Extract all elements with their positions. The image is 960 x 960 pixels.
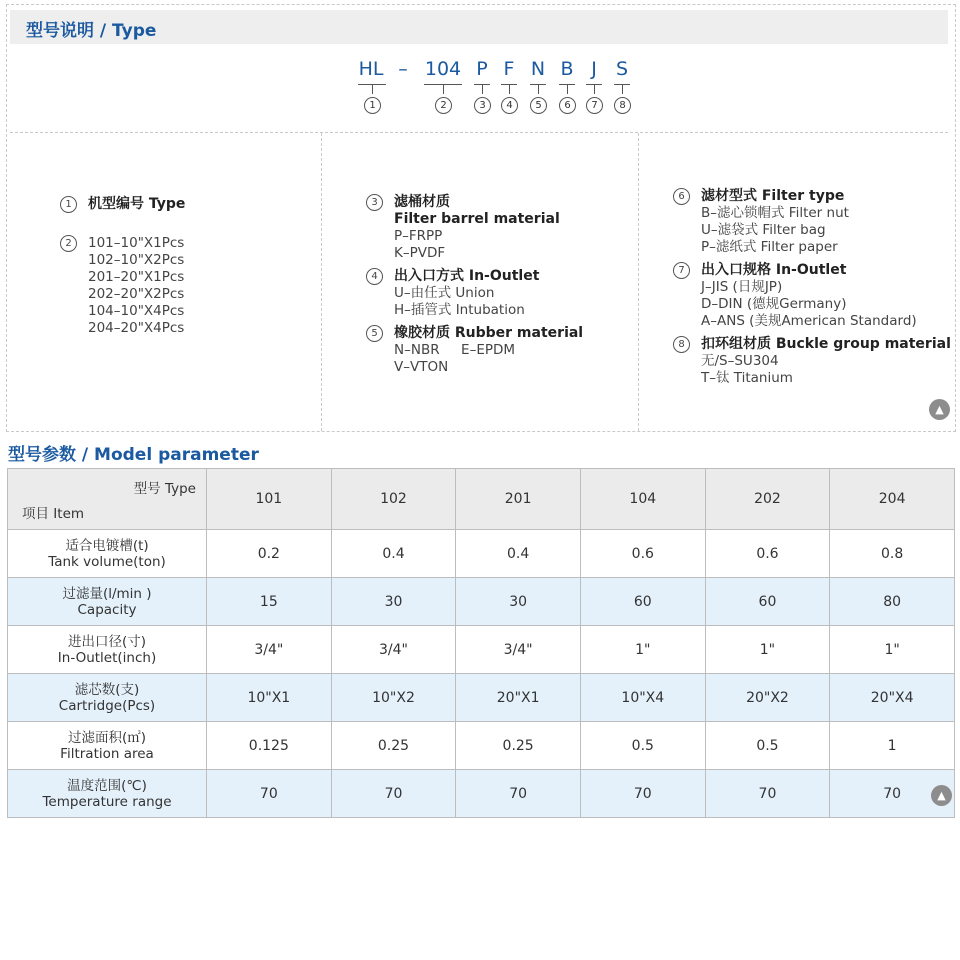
- type-header-bar: [10, 10, 948, 44]
- row-label: [8, 578, 207, 626]
- legend-line: 104–10"X4Pcs: [88, 303, 185, 319]
- table-cell: 20"X1: [456, 674, 581, 722]
- code-index-4: 4: [501, 97, 518, 114]
- table-cell: 1": [705, 626, 830, 674]
- legend-item-rubber: [366, 325, 631, 376]
- legend-index: 2: [60, 235, 77, 252]
- legend-line: 201–20"X1Pcs: [88, 269, 185, 285]
- table-cell: 1": [830, 626, 955, 674]
- table-header-row: [8, 469, 955, 530]
- table-cell: 70: [580, 770, 705, 818]
- code-spec: J: [591, 58, 597, 80]
- column-header: 104: [580, 469, 705, 530]
- row-label-en: In-Outlet(inch): [57, 649, 157, 666]
- table-cell: 20"X4: [830, 674, 955, 722]
- code-tick: [622, 84, 623, 94]
- table-cell: 20"X2: [705, 674, 830, 722]
- legend-line: U–滤袋式 Filter bag: [701, 222, 826, 238]
- column-header: 102: [331, 469, 456, 530]
- code-index-5: 5: [530, 97, 547, 114]
- legend-index: 8: [673, 336, 690, 353]
- row-label-zh: 适合电镀槽(t): [65, 537, 149, 554]
- legend-index: 4: [366, 268, 383, 285]
- legend-item-buckle: [673, 336, 955, 387]
- model-parameter-table: [7, 468, 955, 818]
- table-cell: 0.25: [456, 722, 581, 770]
- table-cell: 3/4": [456, 626, 581, 674]
- code-index-1: 1: [364, 97, 381, 114]
- type-section-title: 型号说明 / Type: [26, 21, 157, 41]
- row-label: [8, 626, 207, 674]
- legend-line: T–钛 Titanium: [701, 370, 793, 386]
- table-row: [8, 722, 955, 770]
- legend-column-3: [673, 188, 955, 393]
- code-tick: [509, 84, 510, 94]
- row-label-en: Cartridge(Pcs): [58, 697, 156, 714]
- code-model: 104: [424, 58, 462, 80]
- column-divider: [321, 133, 322, 431]
- code-tick: [594, 84, 595, 94]
- legend-heading: 扣环组材质 Buckle group material: [701, 336, 951, 352]
- corner-item-label: 项目 Item: [22, 506, 85, 522]
- table-cell: 0.4: [331, 530, 456, 578]
- row-label-en: Temperature range: [42, 793, 172, 810]
- table-row: [8, 770, 955, 818]
- legend-heading: 橡胶材质 Rubber material: [394, 325, 584, 341]
- legend-column-1: [60, 196, 310, 343]
- legend-heading: Filter barrel material: [394, 211, 560, 227]
- code-tick: [538, 84, 539, 94]
- code-filter: B: [560, 58, 574, 80]
- table-cell: 3/4": [207, 626, 332, 674]
- chevron-up-icon[interactable]: ▲: [929, 399, 950, 420]
- legend-column-2: [366, 194, 631, 382]
- code-index-7: 7: [586, 97, 603, 114]
- column-header: 202: [705, 469, 830, 530]
- row-label-zh: 过滤面积(㎡): [67, 729, 147, 746]
- code-index-2: 2: [435, 97, 452, 114]
- code-tick: [372, 84, 373, 94]
- column-header: 204: [830, 469, 955, 530]
- legend-line: N–NBR E–EPDM: [394, 342, 516, 358]
- code-dash: –: [398, 58, 408, 80]
- table-cell: 0.6: [705, 530, 830, 578]
- row-label-en: Capacity: [77, 601, 137, 618]
- table-cell: 60: [705, 578, 830, 626]
- legend-item-models: [60, 235, 310, 337]
- table-cell: 10"X1: [207, 674, 332, 722]
- legend-line: A–ANS (美规American Standard): [701, 313, 917, 329]
- table-cell: 15: [207, 578, 332, 626]
- row-label-zh: 滤芯数(支): [74, 681, 140, 698]
- row-label-zh: 温度范围(℃): [67, 777, 147, 794]
- legend-line: U–由任式 Union: [394, 285, 495, 301]
- legend-line: 101–10"X1Pcs: [88, 235, 185, 251]
- legend-item-outlet: [366, 268, 631, 319]
- legend-line: B–滤心锁帽式 Filter nut: [701, 205, 849, 221]
- column-divider: [638, 133, 639, 431]
- legend-heading: 机型编号 Type: [88, 196, 186, 212]
- table-cell: 70: [207, 770, 332, 818]
- legend-heading: 滤桶材质: [394, 194, 450, 210]
- legend-heading: 出入口方式 In-Outlet: [394, 268, 540, 284]
- table-cell: 0.5: [705, 722, 830, 770]
- table-cell: 0.125: [207, 722, 332, 770]
- table-row: [8, 578, 955, 626]
- table-cell: 0.8: [830, 530, 955, 578]
- table-cell: 0.25: [331, 722, 456, 770]
- code-index-6: 6: [559, 97, 576, 114]
- code-barrel: P: [476, 58, 488, 80]
- legend-line: P–滤纸式 Filter paper: [701, 239, 838, 255]
- table-cell: 3/4": [331, 626, 456, 674]
- table-cell: 80: [830, 578, 955, 626]
- legend-line: D–DIN (德规Germany): [701, 296, 847, 312]
- table-cell: 0.6: [580, 530, 705, 578]
- row-label: [8, 674, 207, 722]
- legend-line: 202–20"X2Pcs: [88, 286, 185, 302]
- legend-heading: 出入口规格 In-Outlet: [701, 262, 847, 278]
- legend-index: 6: [673, 188, 690, 205]
- table-cell: 10"X4: [580, 674, 705, 722]
- code-rubber: N: [530, 58, 546, 80]
- code-tick: [482, 84, 483, 94]
- table-cell: 0.4: [456, 530, 581, 578]
- table-cell: 70: [331, 770, 456, 818]
- table-cell: 10"X2: [331, 674, 456, 722]
- corner-type-label: 型号 Type: [133, 481, 196, 497]
- row-label: [8, 722, 207, 770]
- row-label-zh: 过滤量(l/min ): [62, 585, 152, 602]
- code-tick: [443, 84, 444, 94]
- table-cell: 60: [580, 578, 705, 626]
- row-label: [8, 530, 207, 578]
- legend-item-filter: [673, 188, 955, 256]
- legend-index: 7: [673, 262, 690, 279]
- code-outlet: F: [503, 58, 515, 80]
- legend-item-barrel: [366, 194, 631, 262]
- code-tick: [567, 84, 568, 94]
- code-buckle: S: [615, 58, 629, 80]
- column-header: 201: [456, 469, 581, 530]
- legend-line: 102–10"X2Pcs: [88, 252, 185, 268]
- table-cell: 0.5: [580, 722, 705, 770]
- legend-line: 无/S–SU304: [701, 353, 779, 369]
- legend-item-spec: [673, 262, 955, 330]
- param-section-title: 型号参数 / Model parameter: [8, 445, 259, 465]
- code-index-8: 8: [614, 97, 631, 114]
- legend-heading: 滤材型式 Filter type: [701, 188, 845, 204]
- legend-index: 3: [366, 194, 383, 211]
- table-cell: 70: [456, 770, 581, 818]
- table-row: [8, 674, 955, 722]
- table-row: [8, 626, 955, 674]
- table-corner-cell: [8, 469, 207, 530]
- table-cell: 1": [580, 626, 705, 674]
- legend-item-type: [60, 196, 310, 213]
- table-cell: 30: [331, 578, 456, 626]
- legend-line: H–插管式 Intubation: [394, 302, 525, 318]
- legend-line: K–PVDF: [394, 245, 446, 261]
- code-series: HL: [358, 58, 384, 80]
- legend-line: J–JIS (日规JP): [701, 279, 783, 295]
- type-divider: [10, 132, 948, 133]
- legend-index: 5: [366, 325, 383, 342]
- table-cell: 70: [830, 770, 955, 818]
- legend-line: P–FRPP: [394, 228, 443, 244]
- table-cell: 70: [705, 770, 830, 818]
- column-header: 101: [207, 469, 332, 530]
- table-cell: 30: [456, 578, 581, 626]
- legend-line: 204–20"X4Pcs: [88, 320, 185, 336]
- code-index-3: 3: [474, 97, 491, 114]
- row-label-en: Filtration area: [60, 745, 154, 762]
- row-label: [8, 770, 207, 818]
- table-row: [8, 530, 955, 578]
- row-label-zh: 进出口径(寸): [67, 633, 147, 650]
- table-cell: 0.2: [207, 530, 332, 578]
- legend-index: 1: [60, 196, 77, 213]
- chevron-up-icon[interactable]: ▲: [931, 785, 952, 806]
- row-label-en: Tank volume(ton): [48, 553, 166, 570]
- legend-line: V–VTON: [394, 359, 449, 375]
- table-cell: 1: [830, 722, 955, 770]
